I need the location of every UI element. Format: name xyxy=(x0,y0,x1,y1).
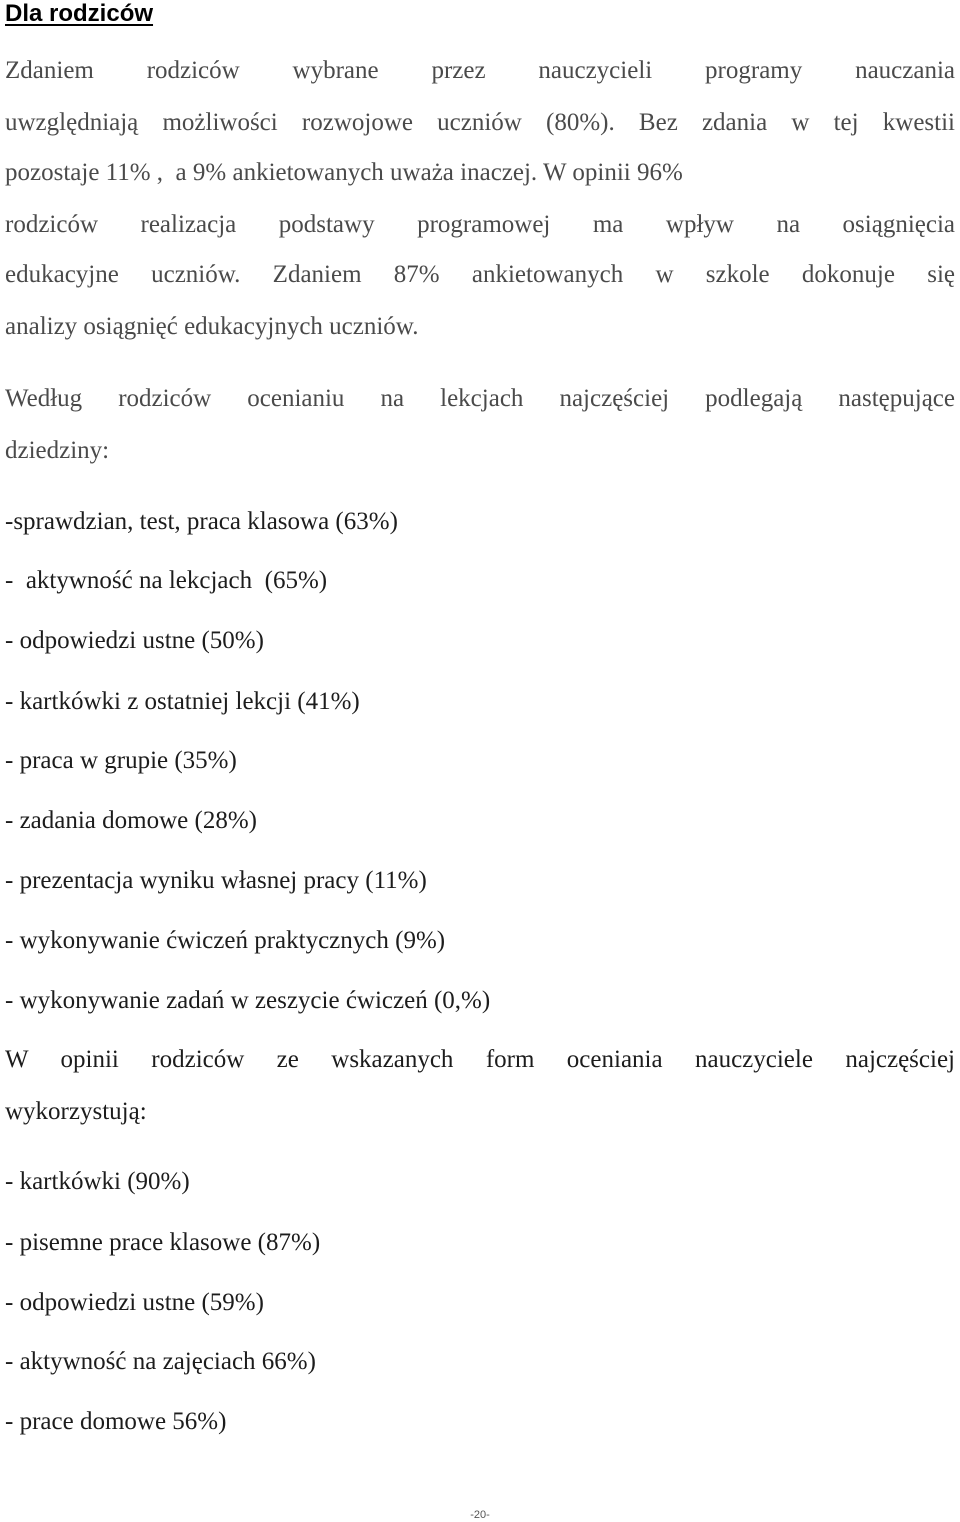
list-1-item: - kartkówki z ostatniej lekcji (41%) xyxy=(5,688,360,715)
paragraph-1-line-3-text: pozostaje 11% , a 9% ankietowanych uważa inaczej. W opinii 96% xyxy=(5,159,683,186)
paragraph-3-line-2: wykorzystują: xyxy=(5,1098,147,1125)
list-1-item: - wykonywanie ćwiczeń praktycznych (9%) xyxy=(5,927,446,954)
list-1-item: -sprawdzian, test, praca klasowa (63%) xyxy=(5,508,398,535)
paragraph-1-line-5: edukacyjne uczniów. Zdaniem 87% ankietowanych w szkole dokonuje się xyxy=(5,261,955,288)
paragraph-1-line-2: uwzględniają możliwości rozwojowe uczniów (80%). Bez zdania w tej kwestii xyxy=(5,109,955,136)
list-1-item: - praca w grupie (35%) xyxy=(5,747,237,774)
paragraph-1-line-3 xyxy=(5,158,683,188)
paragraph-1-line-1: Zdaniem rodziców wybrane przez nauczycieli programy nauczania xyxy=(5,57,955,84)
list-1-item: - wykonywanie zadań w zeszycie ćwiczeń (0,%) xyxy=(5,987,491,1014)
paragraph-3-line-1: W opinii rodziców ze wskazanych form oceniania nauczyciele najczęściej xyxy=(5,1046,955,1073)
list-1-item: - aktywność na lekcjach (65%) xyxy=(5,567,328,594)
paragraph-1-line-6: analizy osiągnięć edukacyjnych uczniów. xyxy=(5,313,419,340)
list-1-item: - zadania domowe (28%) xyxy=(5,807,257,834)
list-2-item: - odpowiedzi ustne (59%) xyxy=(5,1289,264,1316)
page-number: -20- xyxy=(470,1509,490,1521)
list-2-item: - pisemne prace klasowe (87%) xyxy=(5,1229,321,1256)
list-2-item: - aktywność na zajęciach 66%) xyxy=(5,1348,316,1375)
list-2-item: - prace domowe 56%) xyxy=(5,1408,227,1435)
list-2-item: - kartkówki (90%) xyxy=(5,1168,190,1195)
paragraph-2-line-2: dziedziny: xyxy=(5,437,110,464)
section-heading: Dla rodziców xyxy=(5,0,154,27)
paragraph-1-line-4: rodziców realizacja podstawy programowej ma wpływ na osiągnięcia xyxy=(5,211,955,238)
list-1-item: - odpowiedzi ustne (50%) xyxy=(5,627,264,654)
list-1-item: - prezentacja wyniku własnej pracy (11%) xyxy=(5,867,427,894)
paragraph-2-line-1: Według rodziców ocenianiu na lekcjach najczęściej podlegają następujące xyxy=(5,385,955,412)
